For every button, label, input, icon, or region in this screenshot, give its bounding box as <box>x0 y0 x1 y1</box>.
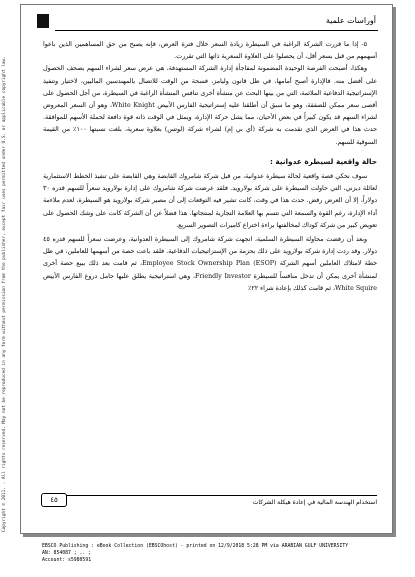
page-number: ٤٥ <box>41 493 67 507</box>
paragraph-item-5: ٥- إذا ما قررت الشركة الراغبة في السيطرة زيادة السعر خلال فترة العرض، فإنه يصبح من حق المساهمين الذين باعوا أسهمهم من قبل بسعر أقل، أن يحصلوا على العلاوة السعرية ذاتها التي تقررت. <box>43 41 377 61</box>
paragraph-opportunity: وهكذا، أصبحت الفرصة الوحيدة المضمونة لمفاجأة إدارة الشركة المستهدفة، هي عرض سعر لشراء السهم بصحف الحصول على أفضل منه. فالإدارة أصبح أمامها، في ظل قانون وليامز، فسحة من الوقت للاتصال بالمهندسين الماليين، لاختيار وتنفيذ الإستراتيجية الدفاعية الملائمة، التي من بينها البحث عن منشأة أخرى تنافس المنشأة الراغبة في السيطرة، من أجل الحصول على أقصى سعر ممكن للصفقة، وهو ما سبق أن أطلقنا عليه إستراتيجية الفارس الأبيض White Knight، وهو أن السعر المعروض لشراء السهم قد يكون كبيراً في بعض الأحيان، مما يشل حركة الإدارة، ويمثل في الوقت ذاته قوة دافعة لحملة الأسهم للموافقة. حدث هذا في العرض الذي تقدمت به شركة (أي بي إم) لشراء شركة (لوتس) بعلاوة سعرية، بلغت نسبتها ١٠٠٪ من القيمة السوقية للسهم. <box>43 65 377 146</box>
corner-tab-mark <box>37 14 49 28</box>
section-heading: حالة واقعية لسيطرة عدوانية : <box>269 156 377 166</box>
document-page <box>20 4 393 534</box>
body-text <box>43 39 377 297</box>
footer-title: استخدام الهندسة المالية في إعادة هيكلة الشركات <box>252 499 377 506</box>
ebsco-line-3: Account: s5980591 <box>42 557 92 563</box>
header-rule <box>55 30 378 31</box>
paragraph-defensive-strategies: وبعد أن رفضت محاولة السيطرة السلمية، اتجهت شركة شامروك إلى السيطرة العدوانية، وعرضت سعراً للسهم قدره ٤٥ دولار. وقد ردت إدارة شركة بولارويد على ذلك بحزمة من الإستراتيجيات الدفاعية. فلقد باعت حصة من أسهمها للعاملين، في ظل خطة لامتلاك العاملين أسهم الشركة Employee Stock Ownership Plan (ESOP)، ثم قامت بعد ذلك ببيع حصة أخرى لمنشأة أخرى يمكن أن تدخل منافساً للسيطرة Friendly Investor، وهي استراتيجية يطلق عليها حامل دروع الفارس الأبيض White Squire، ثم قامت كذلك بإعادة شراء ٢٢٪ <box>43 236 378 292</box>
paragraph-case-study: سوف نحكي قصة واقعية لحالة سيطرة عدوانية، من قبل شركة شامروك القابضة وهي القابضة على تنفيذ الخطط الاستثمارية لعائلة ديزني، التي حاولت السيطرة على شركة بولارويد. فلقد عرضت شركة شامروك على إدارة بولارويد سعراً للسهم قدره ٣٠ دولاراً، إلا أن العرض رفض. حدث هذا في وقت، كانت تشير فيه التوقعات إلى أن مصير شركة بولارويد هو السيطرة، لعدم ملاءمة أداء الإدارة، رغم القوة والسمعة التي تتسم بها العلامة التجارية لمنتجاتها. هذا فضلاً عن أن الشركة كانت على وشك الحصول على تعويض كبير من شركة كوداك لمخالفتها براءة اختراع كاميرات التصوير السريع. <box>43 173 377 229</box>
copyright-sidebar: Copyright © 2011. . All rights reserved. May not be reproduced in any form without permission from the publisher, except fair uses permitted under U.S. or applicable copyright law. <box>2 56 7 532</box>
running-header-label: أوراسات علمية <box>325 16 376 25</box>
ebsco-line-2: AN: 854087 ; .. ; <box>42 550 92 556</box>
ebsco-print-notice <box>42 544 348 564</box>
ebsco-line-1: EBSCO Publishing : eBook Collection (EBSCOhost) - printed on 12/9/2018 5:28 PM via ARABIAN GULF UNIVERSITY <box>42 544 349 549</box>
footer-rule <box>43 495 377 496</box>
